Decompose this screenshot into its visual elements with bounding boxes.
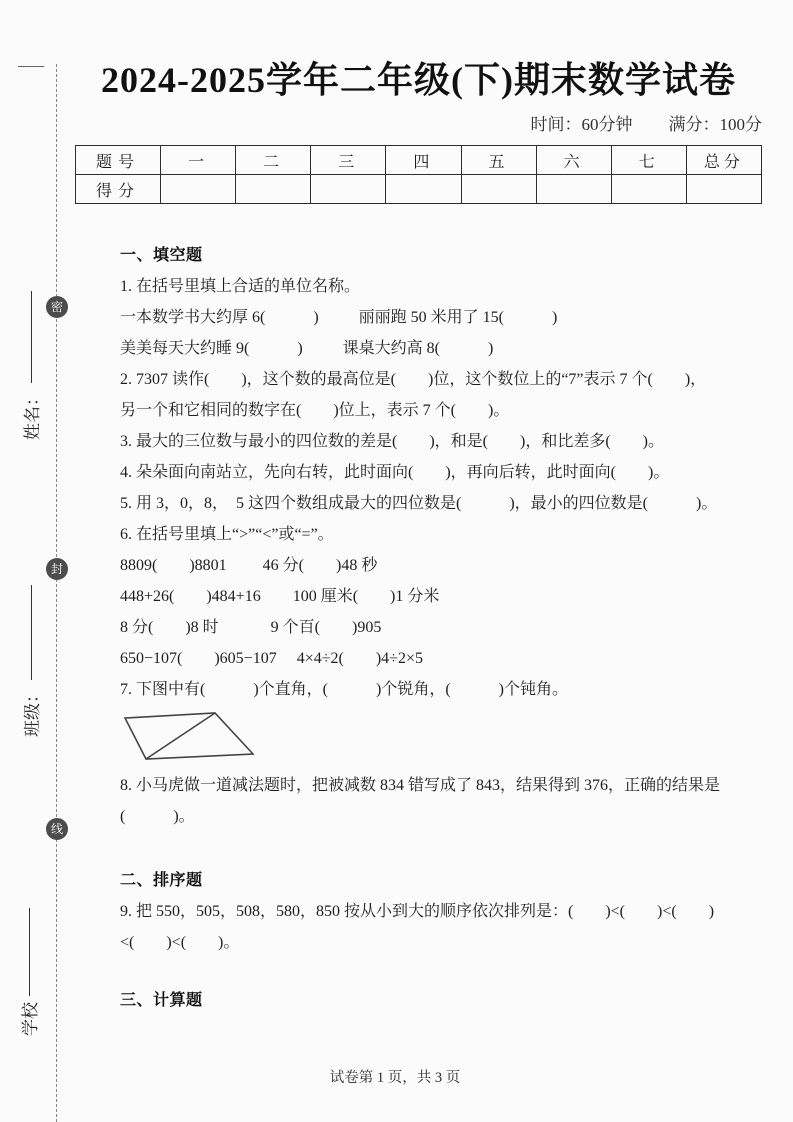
question-line: ( )。: [120, 808, 195, 825]
full-score-label: 满分：100分: [668, 115, 762, 134]
section-heading: 二、排序题: [120, 872, 203, 889]
name-blank-line: [29, 291, 32, 383]
time-limit-label: 时间：60分钟: [530, 115, 633, 134]
school-label: 学校: [20, 1002, 40, 1036]
question-line: 3. 最大的三位数与最小的四位数的差是( )，和是( )，和比差多( )。: [120, 433, 664, 450]
section-heading: 三、计算题: [120, 992, 203, 1009]
question-line: 7. 下图中有( )个直角，( )个锐角，( )个钝角。: [120, 681, 568, 698]
exam-meta-line: [75, 110, 762, 135]
question-line: 8 分( )8 时 9 个百( )905: [120, 619, 382, 636]
school-blank-line: [27, 908, 30, 996]
question-line: 4. 朵朵面向南站立，先向右转，此时面向( )，再向后转，此时面向( )。: [120, 464, 670, 481]
score-table-cell-label: 得分: [76, 175, 161, 204]
score-table-empty-cell: [461, 175, 536, 204]
score-table-cell: 一: [161, 146, 236, 175]
question-line: 2. 7307 读作( )，这个数的最高位是( )位，这个数位上的“7”表示 7 个( )，: [120, 371, 707, 388]
question-line: 8. 小马虎做一道减法题时，把被减数 834 错写成了 843，结果得到 376，正确的结果是: [120, 777, 721, 794]
question-line: 9. 把 550，505，508，580，850 按从小到大的顺序依次排列是：( )<( )<( ): [120, 903, 715, 920]
score-table-empty-cell: [611, 175, 686, 204]
score-table-cell: 六: [536, 146, 611, 175]
score-table-empty-cell: [386, 175, 461, 204]
question-line: 448+26( )484+16 100 厘米( )1 分米: [120, 588, 440, 605]
question-line: 1. 在括号里填上合适的单位名称。: [120, 278, 361, 295]
score-table-cell: 总分: [686, 146, 761, 175]
question-line: 美美每天大约睡 9( ) 课桌大约高 8( ): [120, 340, 494, 357]
class-label: 班级：: [22, 686, 42, 737]
score-table-cell: 二: [236, 146, 311, 175]
exam-title: 2024-2025学年二年级(下)期末数学试卷: [101, 60, 736, 100]
score-table-empty-cell: [311, 175, 386, 204]
question-line: <( )<( )。: [120, 934, 240, 951]
seal-badge-feng-icon: 封: [46, 558, 68, 580]
question-line: 另一个和它相同的数字在( )位上，表示 7 个( )。: [120, 402, 510, 419]
name-field: [18, 270, 42, 440]
class-field: [18, 567, 42, 737]
question-line: 6. 在括号里填上“>”“<”或“=”。: [120, 526, 334, 543]
score-table-cell: 五: [461, 146, 536, 175]
question-line: 一本数学书大约厚 6( ) 丽丽跑 50 米用了 15( ): [120, 309, 558, 326]
question-line: 8809( )8801 46 分( )48 秒: [120, 557, 378, 574]
parallelogram-figure: [122, 706, 762, 768]
seal-line-tick: [18, 66, 44, 67]
score-table-header-row: [76, 146, 762, 175]
seal-dashed-line: [56, 64, 57, 1122]
question-line: 650−107( )605−107 4×4÷2( )4÷2×5: [120, 650, 423, 667]
page-footer: 试卷第 1 页，共 3 页: [329, 1070, 461, 1086]
score-table-empty-cell: [686, 175, 761, 204]
question-line: 5. 用 3，0，8， 5 这四个数组成最大的四位数是( )，最小的四位数是( )。: [120, 495, 718, 512]
score-table-score-row: [76, 175, 762, 204]
score-table-cell: 三: [311, 146, 386, 175]
class-blank-line: [29, 585, 32, 680]
exam-body: [120, 240, 762, 1016]
section-heading: 一、填空题: [120, 247, 203, 264]
school-field: [16, 860, 40, 1036]
score-table-empty-cell: [236, 175, 311, 204]
score-table-empty-cell: [536, 175, 611, 204]
score-table-cell: 七: [611, 146, 686, 175]
seal-badge-mi-icon: 密: [46, 296, 68, 318]
score-table-cell-label: 题号: [76, 146, 161, 175]
score-table-cell: 四: [386, 146, 461, 175]
seal-badge-xian-icon: 线: [46, 818, 68, 840]
name-label: 姓名：: [22, 389, 42, 440]
score-table-empty-cell: [161, 175, 236, 204]
score-table: [75, 145, 762, 204]
